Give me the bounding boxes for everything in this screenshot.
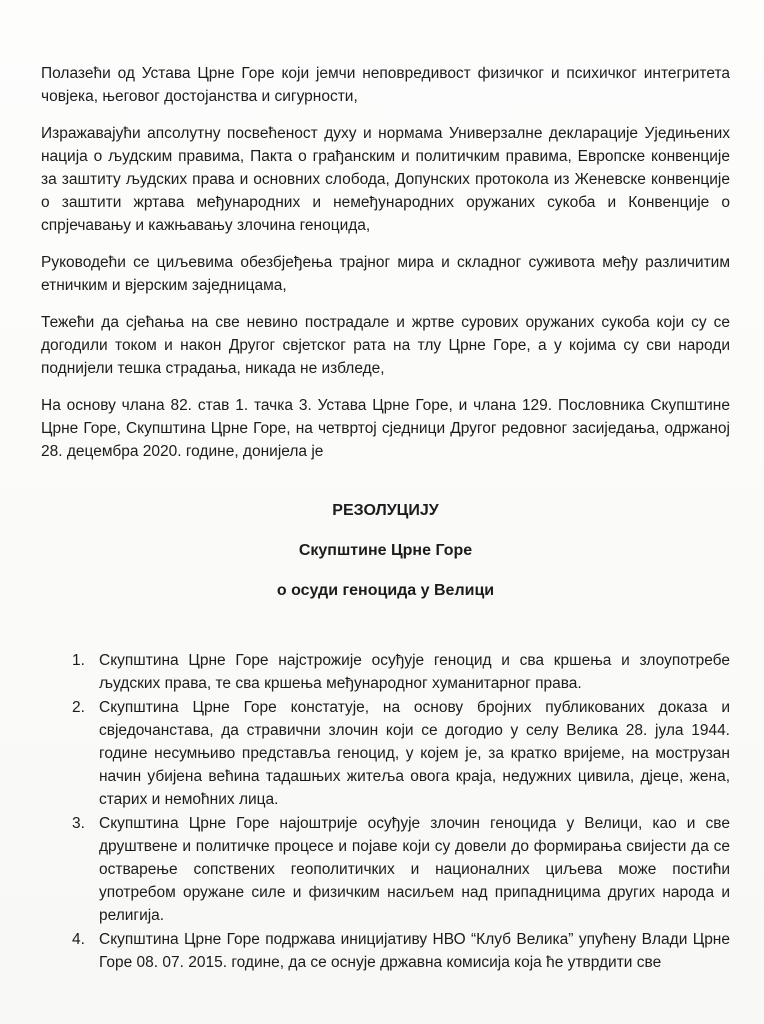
resolution-items-list [41,649,730,974]
list-item-text: Скупштина Црне Горе констатује, на основу бројних публикованих доказа и свједочанстава, да стравични злочин који се догодио у селу Велика 28. јула 1944. године несумњиво представља геноцид, у којем је, за кратко вријеме, на мострузан начин убијена већина тадашњих житеља овога краја, недужних цивила, дјеце, жена, старих и немоћних лица. [99,699,730,808]
list-item [41,696,730,811]
list-item [41,928,730,974]
list-item [41,649,730,695]
preamble-paragraph-5: На основу члана 82. став 1. тачка 3. Устава Црне Горе, и члана 129. Пословника Скупштине Црне Горе, Скупштина Црне Горе, на четвртој сједници Другог редовног засиједања, одржаној 28. децембра 2020. године, донијела је [41,397,730,460]
list-item-number: 4. [72,931,85,948]
preamble-paragraph-4: Тежећи да сјећања на све невино пострадале и жртве сурових оружаних сукоба који су се догодили током и након Другог свјетског рата на тлу Црне Горе, а у којима су сви народи поднијели тешка страдања, никада не избледе, [41,314,730,377]
list-item [41,812,730,927]
list-item-number: 1. [72,652,85,669]
preamble-paragraph-1: Полазећи од Устава Црне Горе који јемчи неповредивост физичког и психичког интегритета човјека, његовог достојанства и сигурности, [41,65,730,105]
resolution-subtitle-topic: о осуди геноцида у Велици [276,582,495,599]
preamble-paragraph-3: Руководећи се циљевима обезбјеђења трајног мира и складног суживота међу различитим етничким и вјерским заједницама, [41,254,730,294]
resolution-heading-block [41,501,730,601]
resolution-title: РЕЗОЛУЦИЈУ [332,502,439,519]
list-item-number: 2. [72,699,85,716]
list-item-text: Скупштина Црне Горе подржава иницијативу НВО “Клуб Велика” упућену Влади Црне Горе 08. 07. 2015. године, да се оснује државна комисија која ће утврдити све [99,931,730,971]
list-item-text: Скупштина Црне Горе најоштрије осуђује злочин геноцида у Велици, као и све друштвене и политичке процесе и појаве који су довели до формирања свијести да се остварење сопствених геополитичких и националних циљева може постићи употребом оружане силе и физичким насиљем над припадницима других народа и религија. [99,815,730,924]
resolution-subtitle-assembly: Скупштине Црне Горе [298,542,473,559]
list-item-text: Скупштина Црне Горе најстрожије осуђује геноцид и сва кршења и злоупотребе људских права, те сва кршења међународног хуманитарног права. [99,652,730,692]
preamble-paragraph-2: Изражавајући апсолутну посвећеност духу и нормама Универзалне декларације Уједињених нација о људским правима, Пакта о грађанским и политичким правима, Европске конвенције за заштиту људских права и основних слобода, Допунских протокола из Женевске конвенције о заштити жртава међународних и немеђународних оружаних сукоба и Конвенције о спрјечавању и кажњавању злочина геноцида, [41,125,730,234]
list-item-number: 3. [72,815,85,832]
